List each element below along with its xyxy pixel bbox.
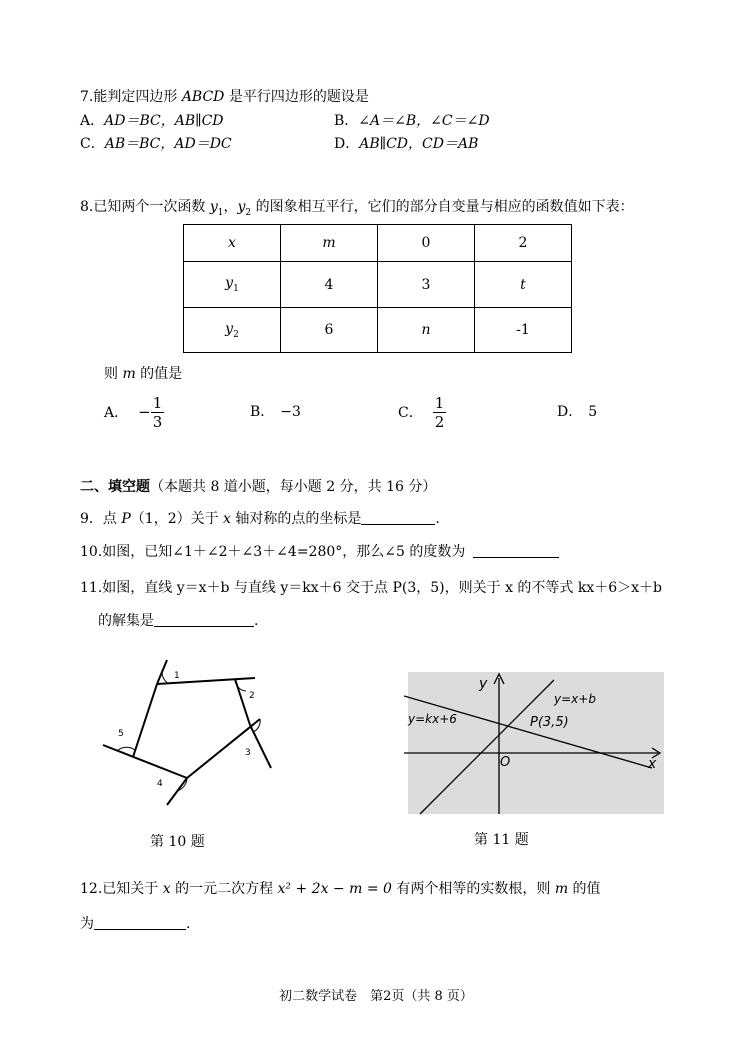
q8-stem: 8.已知两个一次函数 $y_1$，$y_2$ 的图象相互平行，它们的部分自变量与相应的函数值如下表： [80, 199, 634, 218]
y-axis-label: y [479, 676, 488, 692]
figure-11-caption: 第 11 题 [474, 832, 529, 848]
q7-option-d: D．AB∥CD，CD＝AB [334, 136, 479, 152]
q8-option-a: A． − $\frac{1}{3}$ [104, 393, 163, 431]
table-cell: $y_2$ [184, 308, 281, 353]
origin-label: O [500, 755, 511, 770]
q11-line2: 的解集是 . [98, 613, 259, 629]
q7-option-a: A．AD＝BC，AB∥CD [80, 113, 224, 129]
answer-blank[interactable] [473, 543, 559, 558]
q12-line1: 12.已知关于 x 的一元二次方程 x² + 2x − m = 0 有两个相等的实数根，则 m 的值 [80, 881, 601, 897]
answer-blank[interactable] [154, 612, 254, 627]
fraction: $\frac{1}{2}$ [434, 393, 445, 431]
table-cell: m [281, 225, 378, 262]
angle-label: 5 [118, 729, 124, 739]
line-label: y=x+b [554, 692, 596, 706]
equation: x² + 2x − m = 0 [277, 881, 392, 897]
q12-line2: 为 . [80, 916, 191, 932]
q8-option-b: B． −3 [250, 404, 301, 420]
pentagon-side [103, 745, 187, 778]
table-cell: n [378, 308, 475, 353]
q7-option-b: B．∠A＝∠B，∠C＝∠D [334, 113, 490, 129]
q7-option-c: C．AB＝BC，AD＝DC [80, 136, 232, 152]
q8-ask: 则 m 的值是 [104, 366, 183, 382]
x-axis-label: x [648, 756, 657, 772]
extension-line [167, 778, 187, 805]
section-heading: 二、填空题（本题共 8 道小题，每小题 2 分，共 16 分） [80, 479, 437, 495]
table-row [184, 262, 572, 308]
page-footer: 初二数学试卷 第2页（共 8 页） [279, 989, 473, 1004]
table-cell: 0 [378, 225, 475, 262]
table-cell: -1 [475, 308, 572, 353]
pentagon-side [157, 678, 255, 684]
table-cell: 2 [475, 225, 572, 262]
line-label: y=kx+6 [408, 712, 457, 726]
table-cell: $y_1$ [184, 262, 281, 308]
q9-text: 9．点 P（1，2）关于 x 轴对称的点的坐标是 . [80, 511, 440, 527]
fraction: $\frac{1}{3}$ [152, 393, 163, 431]
table-cell: 6 [281, 308, 378, 353]
q8-option-c: C． $\frac{1}{2}$ [398, 393, 445, 431]
q7-stem: 7.能判定四边形 ABCD 是平行四边形的题设是 [80, 89, 369, 105]
figure-10-caption: 第 10 题 [150, 834, 205, 850]
angle-arc [117, 747, 135, 751]
angle-label: 3 [245, 748, 251, 758]
q8-value-table [183, 224, 572, 353]
figure-11-graph [404, 668, 668, 818]
line-y-x-b [420, 680, 554, 814]
point-label: P(3,5) [530, 715, 569, 730]
angle-label: 1 [174, 671, 180, 681]
angle-label: 4 [157, 779, 163, 789]
pentagon-side [133, 684, 157, 757]
table-row [184, 308, 572, 353]
angle-arc [162, 672, 169, 684]
angle-label: 2 [249, 691, 255, 701]
figure-10-pentagon [95, 650, 285, 810]
table-cell: 4 [281, 262, 378, 308]
table-row [184, 225, 572, 262]
q10-text: 10.如图，已知∠1＋∠2＋∠3＋∠4=280°，那么∠5 的度数为 [80, 541, 559, 561]
table-cell: x [184, 225, 281, 262]
table-cell: 3 [378, 262, 475, 308]
answer-blank[interactable] [361, 510, 435, 525]
angle-arc [235, 679, 246, 691]
table-cell: t [475, 262, 572, 308]
q8-option-d: D． 5 [557, 404, 598, 420]
answer-blank[interactable] [94, 915, 186, 930]
q11-line1: 11.如图，直线 y＝x＋b 与直线 y＝kx＋6 交于点 P(3，5)，则关于 x 的不等式 kx＋6＞x＋b [80, 580, 663, 596]
